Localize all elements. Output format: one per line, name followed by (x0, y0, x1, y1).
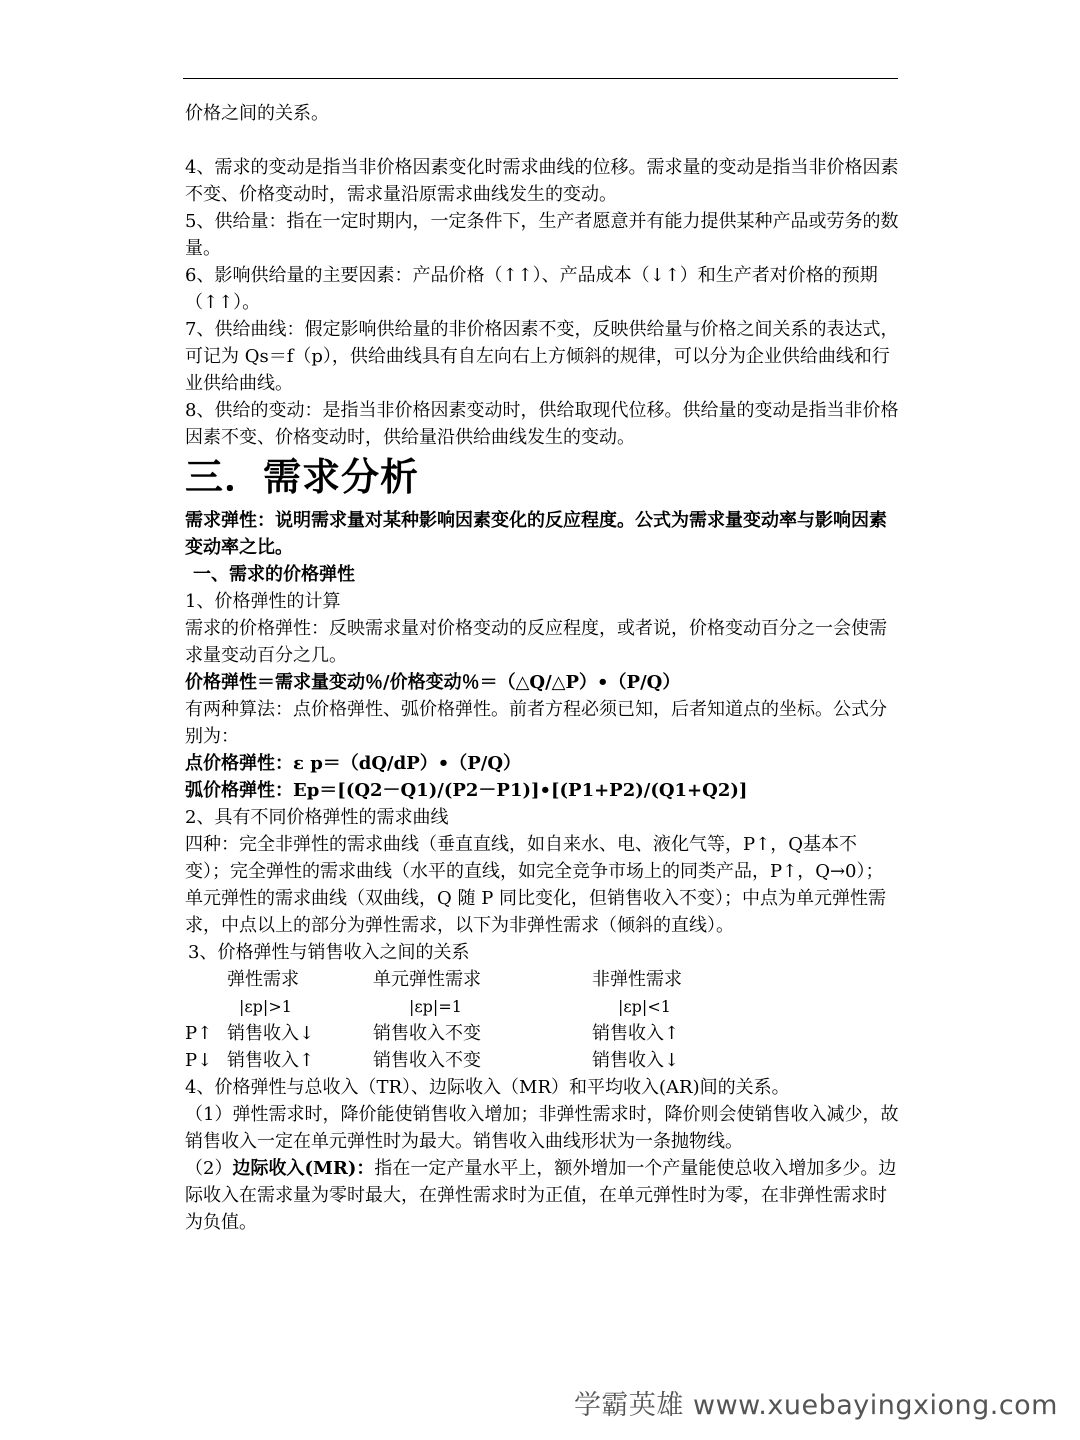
table-condition-row (185, 993, 778, 1020)
row-label: P↑ (185, 1023, 213, 1044)
table-header-row (185, 966, 778, 993)
row-label: P↓ (185, 1050, 213, 1071)
item4-p2-term: 边际收入(MR)： (232, 1158, 375, 1179)
table-header: 弹性需求 (227, 969, 299, 990)
item4-p2-prefix: （2） (185, 1158, 233, 1179)
arc-label: 弧价格弹性： (185, 780, 293, 801)
formula-main: 价格弹性＝需求量变动％/价格变动％＝（△Q/△P）•（P/Q） (185, 672, 681, 693)
item1-text: 需求的价格弹性：反映需求量对价格变动的反应程度，或者说，价格变动百分之一会使需求量变动百分之几。 (185, 618, 887, 666)
section-title: 三．需求分析 (185, 454, 420, 499)
item3-title: 3、价格弹性与销售收入之间的关系 (188, 942, 470, 963)
table-condition: |εp|<1 (618, 997, 671, 1016)
item4-paragraph-1: （1）弹性需求时，降价能使销售收入增加；非弹性需求时，降价则会使销售收入减少，故销售收入一定在单元弹性时为最大。销售收入曲线形状为一条抛物线。 (185, 1104, 899, 1152)
paragraph-supply-curve: 7、供给曲线：假定影响供给量的非价格因素不变，反映供给量与价格之间关系的表达式，可记为 Qs＝f（p），供给曲线具有自左向右上方倾斜的规律，可以分为企业供给曲线和行业供给曲线。 (185, 319, 899, 394)
footer-watermark: 学霸英雄 www.xuebayingxiong.com (573, 1390, 1058, 1421)
paragraph-supply-factors: 6、影响供给量的主要因素：产品价格（↑↑）、产品成本（↓↑）和生产者对价格的预期（↑↑）。 (185, 265, 878, 313)
item2-text: 四种：完全非弹性的需求曲线（垂直直线，如自来水、电、液化气等，P↑，Q基本不变）；完全弹性的需求曲线（水平的直线，如完全竞争市场上的同类产品，P↑，Q→0）；单元弹性的需求曲线（双曲线，Q 随 P 同比变化，但销售收入不变）；中点为单元弹性需求，中点以上的部分为弹性需求，以下为非弹性需求（倾斜的直线）。 (185, 834, 887, 936)
arc-formula: Ep＝[(Q2－Q1)/(P2－P1)]•[(P1+P2)/(Q1+Q2)] (293, 780, 748, 801)
table-cell: 销售收入↑ (227, 1050, 315, 1071)
table-condition: |εp|=1 (409, 997, 462, 1016)
table-cell: 销售收入↓ (592, 1050, 680, 1071)
table-cell: 销售收入↓ (227, 1023, 315, 1044)
paragraph-supply-change: 8、供给的变动：是指当非价格因素变动时，供给取现代位移。供给量的变动是指当非价格因素不变、价格变动时，供给量沿供给曲线发生的变动。 (185, 400, 899, 448)
spacer (185, 127, 900, 154)
table-cell: 销售收入↑ (592, 1023, 680, 1044)
paragraph-supply-quantity: 5、供给量：指在一定时期内，一定条件下，生产者愿意并有能力提供某种产品或劳务的数量。 (185, 211, 899, 259)
table-cell: 销售收入不变 (373, 1023, 481, 1044)
paragraph-demand-change: 4、需求的变动是指当非价格因素变化时需求曲线的位移。需求量的变动是指当非价格因素不变、价格变动时，需求量沿原需求曲线发生的变动。 (185, 157, 899, 205)
item4-paragraph-2 (185, 1155, 900, 1236)
item2-title: 2、具有不同价格弹性的需求曲线 (185, 807, 449, 828)
intro-tail: 价格之间的关系。 (185, 103, 329, 124)
table-header: 非弹性需求 (592, 969, 682, 990)
arc-elasticity-formula (185, 777, 900, 804)
item4-p2-text: 指在一定产量水平上，额外增加一个产量能使总收入增加多少。边际收入在需求量为零时最大，在弹性需求时为正值，在单元弹性时为零，在非弹性需求时为负值。 (185, 1158, 897, 1233)
item4-title: 4、价格弹性与总收入（TR）、边际收入（MR）和平均收入(AR)间的关系。 (185, 1077, 790, 1098)
table-row (185, 1020, 778, 1047)
table-cell: 销售收入不变 (373, 1050, 481, 1071)
header-rule (183, 78, 898, 79)
document-body (185, 100, 900, 1236)
elasticity-definition: 需求弹性：说明需求量对某种影响因素变化的反应程度。公式为需求量变动率与影响因素变动率之比。 (185, 510, 887, 558)
elasticity-revenue-table (185, 966, 778, 1074)
table-header: 单元弹性需求 (373, 969, 481, 990)
point-formula: ε p＝（dQ/dP）•（P/Q） (293, 753, 522, 774)
table-condition: |εp|>1 (239, 997, 292, 1016)
point-elasticity-formula (185, 750, 900, 777)
point-label: 点价格弹性： (185, 753, 293, 774)
item1-title: 1、价格弹性的计算 (185, 591, 341, 612)
table-row (185, 1047, 778, 1074)
methods-text: 有两种算法：点价格弹性、弧价格弹性。前者方程必须已知，后者知道点的坐标。公式分别为： (185, 699, 887, 747)
subsection-title: 一、需求的价格弹性 (193, 564, 355, 585)
